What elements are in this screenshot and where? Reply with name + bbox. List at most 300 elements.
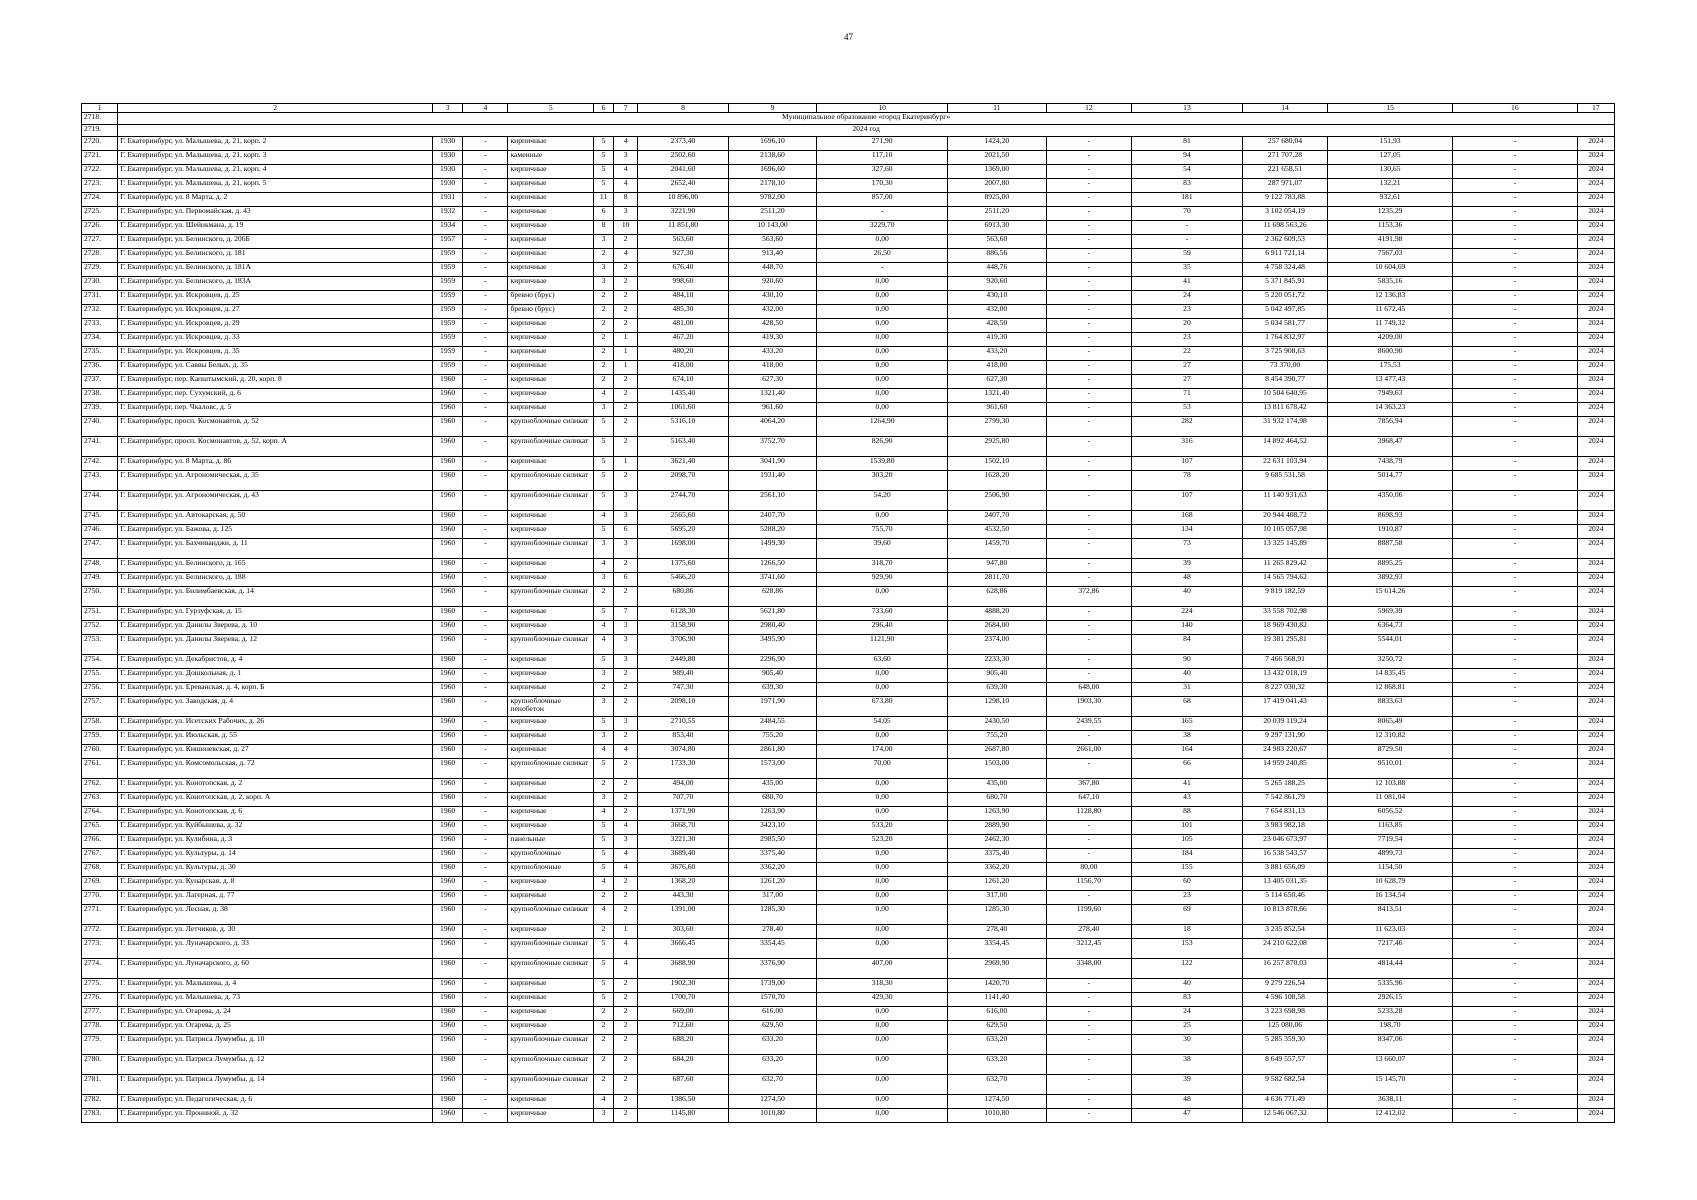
address-cell: Г. Екатеринбург, ул. Культуры, д. 14: [118, 849, 433, 863]
table-cell: 2024: [1577, 793, 1614, 807]
table-cell: 5: [593, 151, 613, 165]
table-cell: 3423,10: [728, 821, 817, 835]
table-cell: -: [1132, 235, 1243, 249]
table-cell: 2024: [1577, 697, 1614, 717]
table-cell: 684,20: [638, 1055, 729, 1075]
table-cell: 1733,30: [638, 759, 729, 779]
wall-material-cell: крупноблочные пенобетон: [508, 697, 594, 717]
table-cell: -: [463, 403, 508, 417]
table-cell: -: [1046, 573, 1132, 587]
table-cell: 15 145,70: [1328, 1075, 1453, 1095]
table-cell: 9 819 182,59: [1242, 587, 1328, 607]
column-number-cell: 2: [118, 104, 433, 113]
table-cell: 1274,50: [948, 1095, 1047, 1109]
table-cell: 2: [614, 759, 638, 779]
table-cell: 4: [593, 905, 613, 925]
table-cell: 5: [593, 821, 613, 835]
address-cell: Г. Екатеринбург, ул. Патриса Лумумбы, д. 10: [118, 1035, 433, 1055]
table-cell: 184: [1132, 849, 1243, 863]
table-cell: 39: [1132, 559, 1243, 573]
table-cell: 5: [593, 137, 613, 151]
row-number-cell: 2768.: [82, 863, 118, 877]
wall-material-cell: кирпичные: [508, 559, 594, 573]
table-cell: 1960: [433, 1035, 463, 1055]
table-cell: 1386,50: [638, 1095, 729, 1109]
row-number-cell: 2724.: [82, 193, 118, 207]
table-cell: 432,00: [728, 305, 817, 319]
table-cell: 317,00: [948, 891, 1047, 905]
row-number-cell: 2718.: [82, 113, 118, 125]
table-cell: 5316,10: [638, 417, 729, 437]
table-cell: 3221,30: [638, 835, 729, 849]
table-cell: 2024: [1577, 835, 1614, 849]
table-row: [82, 403, 1615, 417]
table-cell: 0,00: [817, 891, 948, 905]
table-cell: 2024: [1577, 137, 1614, 151]
table-cell: 3: [614, 207, 638, 221]
table-cell: 432,00: [948, 305, 1047, 319]
table-cell: 4191,98: [1328, 235, 1453, 249]
row-number-cell: 2738.: [82, 389, 118, 403]
table-cell: 6: [614, 573, 638, 587]
table-cell: 19 381 295,81: [1242, 635, 1328, 655]
table-cell: 2024: [1577, 607, 1614, 621]
table-row: [82, 655, 1615, 669]
table-cell: 3158,90: [638, 621, 729, 635]
column-number-cell: 7: [614, 104, 638, 113]
table-cell: 629,50: [728, 1021, 817, 1035]
wall-material-cell: кирпичные: [508, 993, 594, 1007]
table-row: [82, 305, 1615, 319]
table-row: [82, 539, 1615, 559]
table-cell: 13 477,43: [1328, 375, 1453, 389]
table-cell: 1903,30: [1046, 697, 1132, 717]
address-cell: Г. Екатеринбург, пер. Капштымский, д. 20, корп. 8: [118, 375, 433, 389]
column-number-cell: 8: [638, 104, 729, 113]
table-cell: -: [1452, 587, 1577, 607]
table-cell: 0,00: [817, 1075, 948, 1095]
table-cell: 629,50: [948, 1021, 1047, 1035]
wall-material-cell: кирпичные: [508, 263, 594, 277]
table-cell: 8833,63: [1328, 697, 1453, 717]
row-number-cell: 2735.: [82, 347, 118, 361]
table-cell: 38: [1132, 731, 1243, 745]
table-cell: 3752,70: [728, 437, 817, 457]
table-cell: 0,00: [817, 669, 948, 683]
table-cell: 2: [614, 277, 638, 291]
table-cell: 3: [614, 835, 638, 849]
table-cell: 2889,90: [948, 821, 1047, 835]
table-cell: 0,00: [817, 305, 948, 319]
table-cell: 0,00: [817, 389, 948, 403]
table-cell: -: [1046, 607, 1132, 621]
table-cell: 10 628,79: [1328, 877, 1453, 891]
table-cell: -: [463, 925, 508, 939]
table-cell: -: [1046, 471, 1132, 491]
table-cell: 2024: [1577, 1021, 1614, 1035]
row-number-cell: 2731.: [82, 291, 118, 305]
table-cell: 7949,63: [1328, 389, 1453, 403]
table-cell: 5544,01: [1328, 635, 1453, 655]
table-cell: 5: [593, 717, 613, 731]
wall-material-cell: крупноблочные силикат: [508, 1035, 594, 1055]
wall-material-cell: кирпичные: [508, 779, 594, 793]
wall-material-cell: бревно (брус): [508, 305, 594, 319]
row-number-cell: 2745.: [82, 511, 118, 525]
table-row: [82, 277, 1615, 291]
row-number-cell: 2744.: [82, 491, 118, 511]
table-cell: 3689,40: [638, 849, 729, 863]
table-cell: 2024: [1577, 1095, 1614, 1109]
table-cell: 1696,60: [728, 165, 817, 179]
table-cell: 1960: [433, 891, 463, 905]
table-cell: 224: [1132, 607, 1243, 621]
column-number-cell: 6: [593, 104, 613, 113]
table-cell: 633,20: [728, 1035, 817, 1055]
table-cell: 2: [593, 891, 613, 905]
table-cell: 3968,47: [1328, 437, 1453, 457]
table-cell: 2: [614, 979, 638, 993]
table-cell: 6: [614, 525, 638, 539]
table-cell: 3: [614, 151, 638, 165]
table-cell: 11 081,04: [1328, 793, 1453, 807]
table-cell: -: [463, 993, 508, 1007]
wall-material-cell: крупноблочные силикат: [508, 417, 594, 437]
table-cell: 419,30: [728, 333, 817, 347]
table-cell: -: [463, 361, 508, 375]
table-cell: 31: [1132, 683, 1243, 697]
table-cell: 6913,30: [948, 221, 1047, 235]
table-cell: 181: [1132, 193, 1243, 207]
table-cell: 164: [1132, 745, 1243, 759]
table-cell: 4: [593, 389, 613, 403]
table-cell: 2687,80: [948, 745, 1047, 759]
table-cell: 1539,80: [817, 457, 948, 471]
table-cell: 3212,45: [1046, 939, 1132, 959]
table-cell: 101: [1132, 821, 1243, 835]
table-cell: 1061,60: [638, 403, 729, 417]
table-cell: 317,00: [728, 891, 817, 905]
wall-material-cell: кирпичные: [508, 179, 594, 193]
table-cell: 18: [1132, 925, 1243, 939]
table-cell: 633,20: [948, 1055, 1047, 1075]
table-cell: -: [463, 807, 508, 821]
table-cell: 107: [1132, 457, 1243, 471]
table-cell: 1570,70: [728, 993, 817, 1007]
table-cell: -: [1452, 319, 1577, 333]
row-number-cell: 2722.: [82, 165, 118, 179]
wall-material-cell: кирпичные: [508, 1109, 594, 1123]
table-cell: 9 297 131,90: [1242, 731, 1328, 745]
table-cell: 14 892 464,52: [1242, 437, 1328, 457]
table-cell: -: [1046, 305, 1132, 319]
row-number-cell: 2775.: [82, 979, 118, 993]
wall-material-cell: кирпичные: [508, 655, 594, 669]
table-cell: 1960: [433, 1007, 463, 1021]
table-cell: 3 102 054,19: [1242, 207, 1328, 221]
table-cell: -: [1452, 151, 1577, 165]
table-cell: 3676,60: [638, 863, 729, 877]
table-cell: 932,61: [1328, 193, 1453, 207]
table-cell: 4: [593, 635, 613, 655]
table-cell: 430,10: [728, 291, 817, 305]
table-cell: 1960: [433, 573, 463, 587]
address-cell: Г. Екатеринбург, ул. Искровцев, д. 29: [118, 319, 433, 333]
table-cell: 485,30: [638, 305, 729, 319]
table-cell: 9510,01: [1328, 759, 1453, 779]
table-cell: -: [463, 333, 508, 347]
table-cell: 1960: [433, 849, 463, 863]
table-cell: 2024: [1577, 511, 1614, 525]
table-cell: 1141,40: [948, 993, 1047, 1007]
table-cell: 1960: [433, 471, 463, 491]
table-cell: -: [463, 511, 508, 525]
table-cell: -: [1046, 207, 1132, 221]
column-number-cell: 17: [1577, 104, 1614, 113]
table-cell: 54,05: [817, 717, 948, 731]
table-cell: -: [463, 697, 508, 717]
table-row: [82, 779, 1615, 793]
table-cell: 24 210 622,08: [1242, 939, 1328, 959]
table-cell: 3621,40: [638, 457, 729, 471]
table-cell: 1: [614, 361, 638, 375]
table-cell: 2462,30: [948, 835, 1047, 849]
table-cell: 1121,90: [817, 635, 948, 655]
table-row: [82, 959, 1615, 979]
row-number-cell: 2776.: [82, 993, 118, 1007]
address-cell: Г. Екатеринбург, ул. Белинского, д. 183А: [118, 277, 433, 291]
row-number-cell: 2771.: [82, 905, 118, 925]
table-cell: 0,00: [817, 1055, 948, 1075]
table-cell: 2: [593, 375, 613, 389]
table-cell: 23: [1132, 333, 1243, 347]
table-cell: 826,90: [817, 437, 948, 457]
table-cell: 8347,06: [1328, 1035, 1453, 1055]
table-row: [82, 165, 1615, 179]
table-cell: 2511,20: [948, 207, 1047, 221]
wall-material-cell: крупноблочные силикат: [508, 905, 594, 925]
table-cell: 920,60: [728, 277, 817, 291]
table-cell: 7: [614, 607, 638, 621]
table-cell: 639,30: [948, 683, 1047, 697]
table-cell: 1154,50: [1328, 863, 1453, 877]
table-cell: 2: [614, 587, 638, 607]
table-cell: -: [1452, 221, 1577, 235]
table-cell: -: [1452, 607, 1577, 621]
table-cell: 1960: [433, 1021, 463, 1035]
table-cell: 3354,45: [728, 939, 817, 959]
table-cell: 1503,00: [948, 759, 1047, 779]
table-cell: 2407,70: [728, 511, 817, 525]
table-cell: 1960: [433, 717, 463, 731]
table-cell: -: [1452, 939, 1577, 959]
table-cell: 3: [593, 697, 613, 717]
table-cell: 407,00: [817, 959, 948, 979]
table-cell: 23: [1132, 305, 1243, 319]
table-cell: 8925,00: [948, 193, 1047, 207]
table-cell: 1959: [433, 291, 463, 305]
table-cell: -: [1132, 221, 1243, 235]
table-cell: 0,00: [817, 683, 948, 697]
table-cell: -: [1452, 635, 1577, 655]
table-row: [82, 835, 1615, 849]
table-cell: 5 114 650,46: [1242, 891, 1328, 905]
table-cell: 8413,51: [1328, 905, 1453, 925]
table-cell: -: [463, 471, 508, 491]
table-cell: -: [463, 655, 508, 669]
table-cell: 0,00: [817, 1095, 948, 1109]
table-cell: -: [1452, 511, 1577, 525]
wall-material-cell: кирпичные: [508, 731, 594, 745]
wall-material-cell: кирпичные: [508, 137, 594, 151]
table-cell: 18 969 430,82: [1242, 621, 1328, 635]
table-cell: -: [1452, 1095, 1577, 1109]
table-cell: 2024: [1577, 573, 1614, 587]
table-cell: -: [1046, 403, 1132, 417]
table-cell: 3: [614, 511, 638, 525]
table-cell: 68: [1132, 697, 1243, 717]
table-row: [82, 319, 1615, 333]
wall-material-cell: кирпичные: [508, 621, 594, 635]
table-cell: 2710,55: [638, 717, 729, 731]
table-row: [82, 235, 1615, 249]
table-cell: 1375,60: [638, 559, 729, 573]
table-row: [82, 683, 1615, 697]
table-cell: 2041,60: [638, 165, 729, 179]
section-row: [82, 125, 1615, 137]
table-cell: 2925,80: [948, 437, 1047, 457]
table-row: [82, 587, 1615, 607]
table-cell: 327,60: [817, 165, 948, 179]
table-cell: 2561,10: [728, 491, 817, 511]
table-cell: 43: [1132, 793, 1243, 807]
table-cell: 2024: [1577, 779, 1614, 793]
table-row: [82, 731, 1615, 745]
table-cell: 5 285 359,30: [1242, 1035, 1328, 1055]
table-cell: 2: [593, 319, 613, 333]
table-cell: 1959: [433, 347, 463, 361]
table-cell: 1959: [433, 263, 463, 277]
table-cell: -: [1452, 491, 1577, 511]
table-cell: 35: [1132, 263, 1243, 277]
table-cell: 2024: [1577, 979, 1614, 993]
table-cell: 639,30: [728, 683, 817, 697]
table-cell: 155: [1132, 863, 1243, 877]
address-cell: Г. Екатеринбург, ул. Кунарская, д. 8: [118, 877, 433, 891]
wall-material-cell: кирпичные: [508, 669, 594, 683]
row-number-cell: 2752.: [82, 621, 118, 635]
table-cell: 1957: [433, 235, 463, 249]
row-number-cell: 2739.: [82, 403, 118, 417]
table-cell: -: [1452, 1109, 1577, 1123]
table-row: [82, 249, 1615, 263]
table-cell: 2024: [1577, 179, 1614, 193]
table-cell: -: [1046, 835, 1132, 849]
table-cell: 2024: [1577, 821, 1614, 835]
wall-material-cell: кирпичные: [508, 249, 594, 263]
column-number-cell: 14: [1242, 104, 1328, 113]
table-cell: 48: [1132, 573, 1243, 587]
table-cell: 0,00: [817, 333, 948, 347]
table-cell: 1960: [433, 655, 463, 669]
table-cell: 0,00: [817, 779, 948, 793]
table-cell: -: [1452, 863, 1577, 877]
row-number-cell: 2774.: [82, 959, 118, 979]
table-cell: 2: [614, 559, 638, 573]
table-cell: 140: [1132, 621, 1243, 635]
table-cell: 30: [1132, 1035, 1243, 1055]
table-cell: 83: [1132, 993, 1243, 1007]
table-cell: 2: [593, 683, 613, 697]
table-cell: 3375,40: [728, 849, 817, 863]
table-cell: 4814,44: [1328, 959, 1453, 979]
table-row: [82, 573, 1615, 587]
table-row: [82, 759, 1615, 779]
table-cell: -: [1046, 1109, 1132, 1123]
table-cell: 2024: [1577, 1035, 1614, 1055]
table-cell: 673,80: [817, 697, 948, 717]
table-row: [82, 669, 1615, 683]
row-number-cell: 2753.: [82, 635, 118, 655]
wall-material-cell: крупноблочные силикат: [508, 759, 594, 779]
wall-material-cell: крупноблочные силикат: [508, 471, 594, 491]
table-cell: -: [463, 717, 508, 731]
table-cell: 2373,40: [638, 137, 729, 151]
table-cell: -: [1452, 165, 1577, 179]
address-cell: Г. Екатеринбург, ул. Билимбаевская, д. 14: [118, 587, 433, 607]
table-cell: 1960: [433, 979, 463, 993]
table-cell: 127,05: [1328, 151, 1453, 165]
table-cell: 4532,50: [948, 525, 1047, 539]
table-cell: 5: [593, 165, 613, 179]
table-cell: -: [1046, 621, 1132, 635]
address-cell: Г. Екатеринбург, ул. Огарева, д. 24: [118, 1007, 433, 1021]
table-cell: -: [463, 587, 508, 607]
table-cell: 2969,90: [948, 959, 1047, 979]
table-cell: 674,10: [638, 375, 729, 389]
table-cell: 257 680,04: [1242, 137, 1328, 151]
table-cell: 31 932 174,98: [1242, 417, 1328, 437]
address-cell: Г. Екатеринбург, ул. 8 Марта, д. 86: [118, 457, 433, 471]
table-cell: 920,60: [948, 277, 1047, 291]
table-cell: 88: [1132, 807, 1243, 821]
table-cell: 4064,20: [728, 417, 817, 437]
table-cell: 680,70: [728, 793, 817, 807]
table-cell: 38: [1132, 1055, 1243, 1075]
table-cell: 1960: [433, 863, 463, 877]
table-cell: 563,60: [948, 235, 1047, 249]
table-cell: 1960: [433, 793, 463, 807]
table-cell: 3: [593, 539, 613, 559]
row-number-cell: 2720.: [82, 137, 118, 151]
table-cell: 2: [593, 587, 613, 607]
table-cell: -: [1046, 137, 1132, 151]
table-cell: -: [1046, 151, 1132, 165]
table-cell: 1459,70: [948, 539, 1047, 559]
table-cell: 1960: [433, 731, 463, 745]
table-cell: 39: [1132, 1075, 1243, 1095]
table-cell: 170,30: [817, 179, 948, 193]
table-cell: 8 227 030,32: [1242, 683, 1328, 697]
table-cell: 16 257 870,03: [1242, 959, 1328, 979]
address-cell: Г. Екатеринбург, ул. Кишиневская, д. 27: [118, 745, 433, 759]
table-cell: 5: [593, 939, 613, 959]
table-cell: 433,20: [728, 347, 817, 361]
table-cell: 2: [614, 417, 638, 437]
table-cell: 5: [593, 437, 613, 457]
table-cell: 1971,90: [728, 697, 817, 717]
table-row: [82, 375, 1615, 389]
